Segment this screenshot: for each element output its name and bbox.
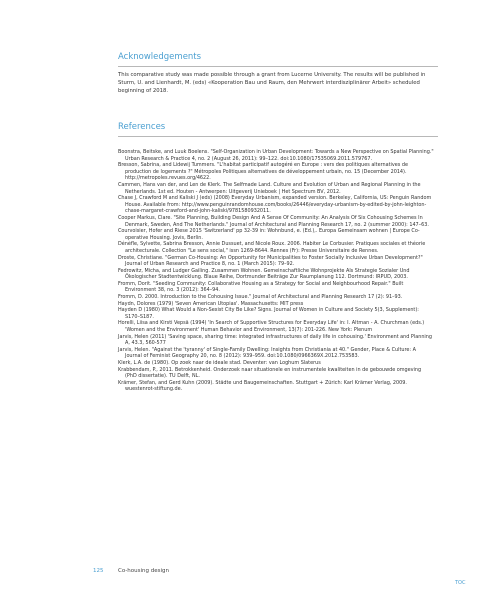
reference-item: Dénèfle, Sylvette, Sabrina Bresson, Annie Dussuet, and Nicole Roux. 2006. Habiter Le Corbusier. Pratiques sociales et théorie architecturale. Collection "Le sens social," issn 1269-8644. Rennes (Fr): Presse Universitaire de Rennes. xyxy=(118,241,426,254)
page-number: 125 xyxy=(93,568,104,574)
toc-link[interactable]: TOC xyxy=(455,580,466,586)
reference-item: Fromm, Dorit. "Seeding Community: Collaborative Housing as a Strategy for Social and Neighbourhood Repair." Built Environment 38, no. 3 (2012): 364–94. xyxy=(118,280,404,294)
acknowledgements-divider xyxy=(118,66,438,67)
acknowledgements-heading: Acknowledgements xyxy=(118,52,202,62)
reference-item: Jarvis, Helen (2011) 'Saving space, sharing time: integrated infrastructures of daily life in cohousing.' Environment and Planning A, 43.3, 560-577 xyxy=(118,333,432,347)
reference-item: Cammen, Hans van der, and Len de Klerk. The Selfmade Land. Culture and Evolution of Urban and Regional Planning in the Netherlands. 1st ed. Houten - Antwerpen: Uitgeverij Unieboek | Het Spectrum BV, 2012. xyxy=(118,181,421,195)
reference-item: Boonstra, Beitske, and Luuk Boelens. "Self-Organization in Urban Development: Towards a New Perspective on Spatial Planning." Urban Research & Practice 4, no. 2 (August 26, 2011): 99–122. doi:10.1080/17535069.2011.579767. xyxy=(118,149,434,162)
reference-item: Chase J, Crawford M and Kaliski J (eds) (2008) Everyday Urbanism, expanded version. Berkeley, California, US: Penguin Random House. Available from: http://www.penguinrandomhouse.com/books/26446/everyday-urbanism-by-edited-by-john-leighton-chase-margaret-crawford-and-john-kaliski/9781580932011. xyxy=(118,195,432,215)
acknowledgements-text: This comparative study was made possible through a grant from Lucerne University. The results will be published in Sturm, U. and Lienhardt, M. (eds) «Kooperation Bau und Raum, den Mehrwert interdisziplinärer Arbeit» scheduled beginning of 2018. xyxy=(118,72,426,95)
reference-item: Bresson, Sabrina, and Lidewij Tummers. "L'habitat participatif autogéré en Europe : vers des politiques alternatives de production de logements ?" Métropoles Politiques alternatives de développement urbain, no. 15 (December 2014). http://metropoles.revues.org/4622. xyxy=(118,162,409,182)
references-list xyxy=(118,149,434,393)
references-heading: References xyxy=(118,122,166,132)
reference-item: Cooper Markus, Clare. "Site Planning, Building Design And A Sense Of Community: An Analysis Of Six Cohousing Schemes In Denmark, Sweden, And The Netherlands." Journal of Architectural and Planning Research 17, no. 2 (summer 2000): 147–63. xyxy=(118,214,429,228)
reference-item: Krabbendam, P., 2011. Betrokkenheid. Onderzoek naar situationele en instrumentele kwaliteiten in de gebouwde omgeving (PhD dissertatie). TU Delft, NL. xyxy=(118,366,422,380)
reference-item: Horelli, Liisa and Kirsti Vepsä (1994) 'In Search of Supportive Structures for Everyday Life' in: I. Altman - A. Churchman (eds.) 'Women and the Environment' Human Behavior and Environment, 13(7): 201-226. New York: Plenum xyxy=(118,320,425,334)
reference-item: Courvoisier, Hofer and Riese 2015 'Switzerland' pp 32-39 in: Wohnbund, e. (Ed.),. Europa Gemeinsam wohnen | Europe Co-operative Housing. Jovis, Berlin. xyxy=(118,228,420,241)
running-footer-title: Co-housing design xyxy=(118,568,169,574)
reference-item: Haydn, Dolores (1979) 'Seven American Utopias'. Massachusetts: MIT press xyxy=(118,300,304,307)
references-divider xyxy=(118,136,438,137)
reference-item: Klerk, L.A. de (1980). Op zoek naar de ideale stad. Deventer: van Loghum Slaterus xyxy=(118,360,321,366)
reference-item: Fromm, D. 2000. Introduction to the Cohousing Issue." Journal of Architectural and Planning Research 17 (2): 91–93. xyxy=(118,294,403,301)
reference-item: Droste, Christiane. "German Co-Housing: An Opportunity for Municipalities to Foster Socially Inclusive Urban Development?" Journal of Urban Research and Practice 8, no. 1 (March 2015): 79–92. xyxy=(118,254,423,268)
reference-item: Krämer, Stefan, and Gerd Kuhn (2009). Städte und Baugemeinschaften. Stuttgart + Zürich: Karl Krämer Verlag, 2009. wuestenrot-stiftung.de. xyxy=(118,379,407,393)
reference-item: Jarvis, Helen. "Against the 'tyranny' of Single-Family Dwelling: Insights from Christiania at 40." Gender, Place & Culture: A Journal of Feminist Geography 20, no. 8 (2012): 939–959. doi:10.1080/0966369X.2012.753583. xyxy=(118,346,416,360)
reference-item: Hayden D (1980) What Would a Non-Sexist City Be Like? Signs. Journal of Women in Culture and Society 5(3, Supplement): S170–S187. xyxy=(118,307,419,320)
reference-item: Fedrowitz, Micha, and Ludger Gailing. Zusammen Wohnen. Gemeinschaftliche Wohnprojekte Als Strategie Sozialer Und Ökologischer Stadtentwicklung. Blaue Reihe, Dortmunder Beiträge Zur Raumplanung 112. Dortmund: IRPUD, 2003. xyxy=(118,267,410,281)
